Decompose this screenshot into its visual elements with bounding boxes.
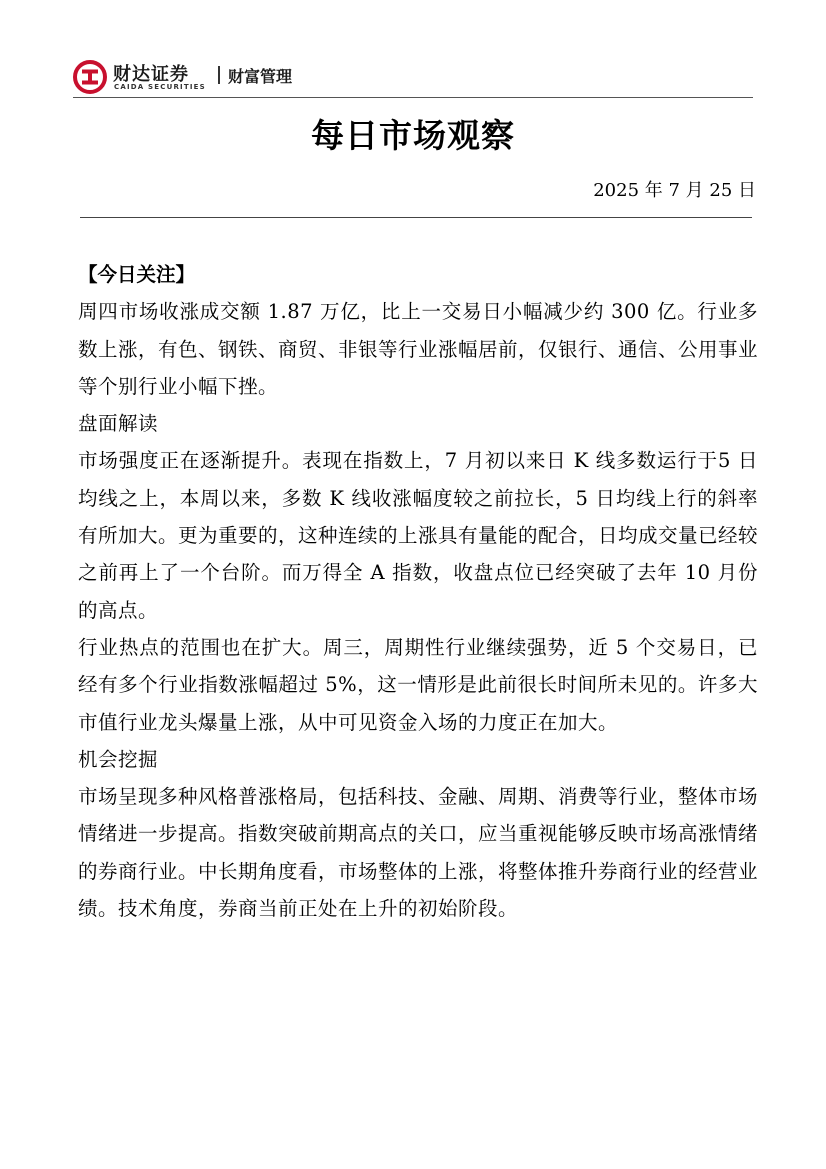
page-title: 每日市场观察 bbox=[311, 116, 515, 155]
report-date: 2025 年 7 月 25 日 bbox=[593, 180, 756, 201]
brand-name-english: CAIDA SECURITIES bbox=[114, 83, 206, 91]
body-paragraph: 周四市场收涨成交额 1.87 万亿，比上一交易日小幅减少约 300 亿。行业多数上涨，有色、钢铁、商贸、非银等行业涨幅居前，仅银行、通信、公用事业等个别行业小幅下挫。 bbox=[78, 300, 759, 398]
page-header bbox=[73, 58, 753, 98]
section-subheading: 机会挖掘 bbox=[78, 747, 159, 771]
brand-subtitle: 财富管理 bbox=[228, 67, 293, 86]
brand-name: 财达证券 bbox=[113, 64, 189, 85]
header-rule bbox=[73, 97, 753, 98]
brand-divider bbox=[218, 66, 220, 84]
body-paragraph: 市场强度正在逐渐提升。表现在指数上，7 月初以来日 K 线多数运行于5 日均线之上，本周以来，多数 K 线收涨幅度较之前拉长，5 日均线上行的斜率有所加大。更为重要的，这种连续的上涨具有量能的配合，日均成交量已经较之前再上了一个台阶。而万得全 A 指数，收盘点位已经突破了去年 10 月份的高点。 bbox=[78, 449, 759, 622]
body-paragraph: 市场呈现多种风格普涨格局，包括科技、金融、周期、消费等行业，整体市场情绪进一步提高。指数突破前期高点的关口，应当重视能够反映市场高涨情绪的券商行业。中长期角度看，市场整体的上涨，将整体推升券商行业的经营业绩。技术角度，券商当前正处在上升的初始阶段。 bbox=[78, 785, 759, 921]
focus-heading: 【今日关注】 bbox=[78, 263, 196, 286]
report-body bbox=[78, 256, 758, 927]
caida-logo-icon bbox=[73, 60, 107, 94]
body-paragraph: 行业热点的范围也在扩大。周三，周期性行业继续强势，近 5 个交易日，已经有多个行业指数涨幅超过 5%，这一情形是此前很长时间所未见的。许多大市值行业龙头爆量上涨，从中可见资金入场的力度正在加大。 bbox=[78, 635, 758, 734]
report-paragraphs bbox=[78, 293, 758, 927]
date-rule bbox=[80, 217, 752, 218]
section-subheading: 盘面解读 bbox=[78, 412, 159, 436]
